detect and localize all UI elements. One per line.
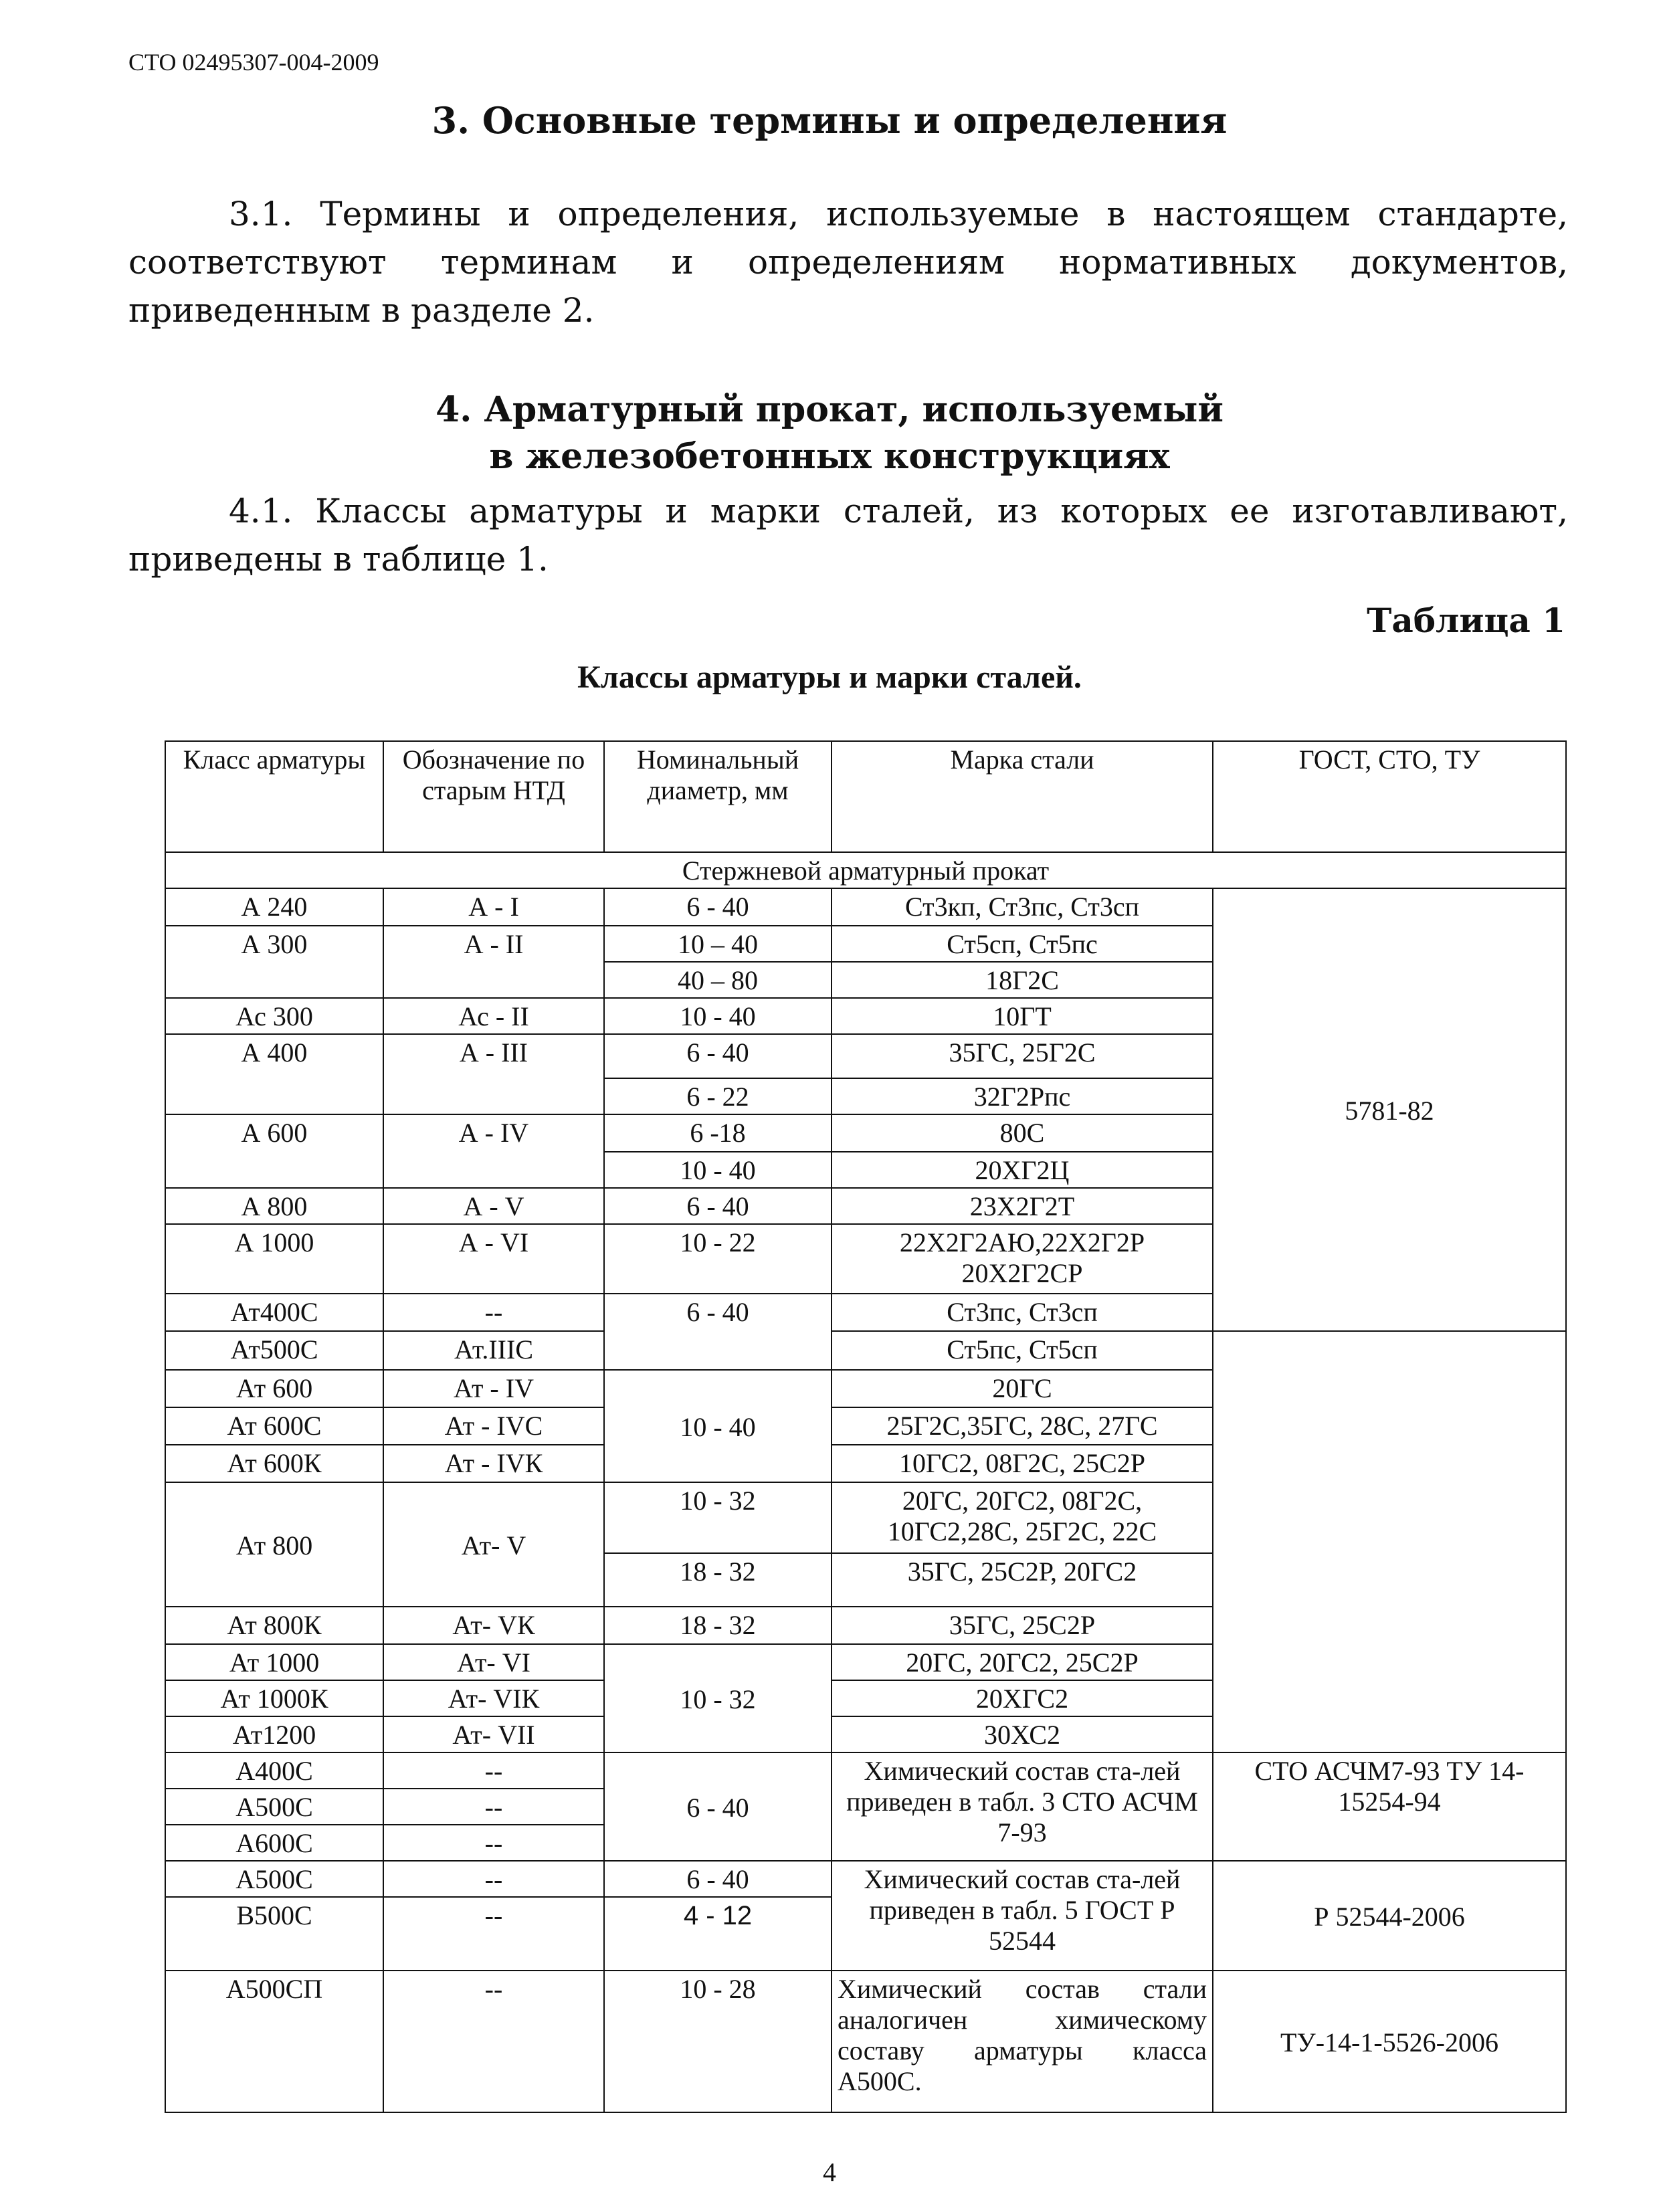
- table-cell: СТО АСЧМ7-93 ТУ 14-15254-94: [1213, 1752, 1566, 1861]
- table-cell: Ат- VК: [383, 1607, 604, 1644]
- table-cell: 10 - 40: [604, 998, 832, 1034]
- table-cell: А - IV: [383, 1114, 604, 1188]
- table-cell: 20ХГ2Ц: [832, 1152, 1213, 1188]
- table-caption: Классы арматуры и марки сталей.: [577, 660, 1082, 695]
- table-row: [165, 1752, 1566, 1789]
- table-cell: Ст5пс, Ст5сп: [832, 1331, 1213, 1370]
- table-cell: А - I: [383, 888, 604, 926]
- table-cell: 6 - 40: [604, 1294, 832, 1370]
- table-section-row: [165, 852, 1566, 888]
- table-cell: 20ГС, 20ГС2, 25С2Р: [832, 1644, 1213, 1680]
- table-cell: 6 - 40: [604, 888, 832, 926]
- table-cell: Ат 800: [165, 1482, 383, 1607]
- table-cell: Ат 800К: [165, 1607, 383, 1644]
- table-cell: 18Г2С: [832, 962, 1213, 998]
- standard-cell: 5781-82: [1213, 888, 1566, 1331]
- table-header-row: [165, 741, 1566, 852]
- table-cell: Ат- VII: [383, 1716, 604, 1752]
- table-cell: --: [383, 1825, 604, 1861]
- table-cell: Ат 600С: [165, 1407, 383, 1445]
- table-cell: Химический состав ста-лей приведен в табл. 5 ГОСТ Р 52544: [832, 1861, 1213, 1971]
- table-cell: --: [383, 1861, 604, 1897]
- table-cell: 25Г2С,35ГС, 28С, 27ГС: [832, 1407, 1213, 1445]
- table-cell: А 800: [165, 1188, 383, 1224]
- table-cell: ТУ-14-1-5526-2006: [1213, 1971, 1566, 2112]
- table-cell: А - VI: [383, 1224, 604, 1294]
- section-4-1-text: 4.1. Классы арматуры и марки сталей, из которых ее изготавливают, приведены в таблице 1.: [128, 492, 1568, 579]
- page-number: 4: [823, 2157, 836, 2187]
- table-row: [165, 1644, 1566, 1680]
- table-cell: Ст3кп, Ст3пс, Ст3сп: [832, 888, 1213, 926]
- table-cell: Ас - II: [383, 998, 604, 1034]
- table-cell: 4 - 12: [604, 1897, 832, 1971]
- section-4-heading: 4. Арматурный прокат, используемый в железобетонных конструкциях: [435, 389, 1224, 477]
- table-cell: 20ГС: [832, 1370, 1213, 1407]
- table-cell: Ат- VI: [383, 1644, 604, 1680]
- table-cell: А - V: [383, 1188, 604, 1224]
- table-row: [165, 1607, 1566, 1644]
- table-cell: 10ГТ: [832, 998, 1213, 1034]
- table-cell: 20ХГС2: [832, 1680, 1213, 1716]
- table-cell: 6 - 40: [604, 1034, 832, 1078]
- table-cell: 10 - 28: [604, 1971, 832, 2112]
- table-row: [165, 1331, 1566, 1370]
- table-cell: --: [383, 1752, 604, 1789]
- table-cell: 18 - 32: [604, 1553, 832, 1607]
- table-cell: Ат400С: [165, 1294, 383, 1331]
- table-cell: А500С: [165, 1861, 383, 1897]
- table-cell: 35ГС, 25С2Р, 20ГС2: [832, 1553, 1213, 1607]
- table-cell: Ас 300: [165, 998, 383, 1034]
- table-cell: 18 - 32: [604, 1607, 832, 1644]
- table-cell: 6 - 40: [604, 1188, 832, 1224]
- table-cell: А500С: [165, 1789, 383, 1825]
- header-standard: ГОСТ, СТО, ТУ: [1213, 741, 1566, 852]
- table-row: [165, 1680, 1566, 1716]
- header-old-designation: Обозначение по старым НТД: [383, 741, 604, 852]
- table-cell: Ат- V: [383, 1482, 604, 1607]
- table-row: [165, 1370, 1566, 1407]
- table-cell: А 300: [165, 926, 383, 998]
- table-cell: А 240: [165, 888, 383, 926]
- table-cell: Ат - IV: [383, 1370, 604, 1407]
- table-cell: 32Г2Рпс: [832, 1078, 1213, 1114]
- table-cell: Ст5сп, Ст5пс: [832, 926, 1213, 962]
- table-cell: А 600: [165, 1114, 383, 1188]
- table-cell: --: [383, 1294, 604, 1331]
- table-cell: 6 - 40: [604, 1861, 832, 1897]
- table-cell: А 1000: [165, 1224, 383, 1294]
- table-cell: 20ГС, 20ГС2, 08Г2С, 10ГС2,28С, 25Г2С, 22С: [832, 1482, 1213, 1553]
- table-cell: Ат 1000К: [165, 1680, 383, 1716]
- table-cell: 6 -18: [604, 1114, 832, 1152]
- table-cell: Ат 600: [165, 1370, 383, 1407]
- table-cell: --: [383, 1971, 604, 2112]
- table-cell: 10 - 32: [604, 1482, 832, 1553]
- table-row: [165, 1445, 1566, 1482]
- table-row: [165, 1407, 1566, 1445]
- table-row: [165, 1716, 1566, 1752]
- table-cell: А600С: [165, 1825, 383, 1861]
- table-cell: Химический состав стали аналогичен химическому составу арматуры класса А500С.: [832, 1971, 1213, 2112]
- table-cell: Ат1200: [165, 1716, 383, 1752]
- header-steel-grade: Марка стали: [832, 741, 1213, 852]
- table-cell: Ат- VIК: [383, 1680, 604, 1716]
- table-cell: 22Х2Г2АЮ,22Х2Г2Р 20Х2Г2СР: [832, 1224, 1213, 1294]
- table-cell: 23Х2Г2Т: [832, 1188, 1213, 1224]
- table-row: [165, 1482, 1566, 1553]
- section-title: Стержневой арматурный прокат: [165, 852, 1566, 888]
- table-cell: В500С: [165, 1897, 383, 1971]
- table-cell: Ст3пс, Ст3сп: [832, 1294, 1213, 1331]
- table-cell: Ат.IIIС: [383, 1331, 604, 1370]
- table-cell: 40 – 80: [604, 962, 832, 998]
- table-cell: А - II: [383, 926, 604, 998]
- table-cell: --: [383, 1789, 604, 1825]
- table-cell: 10 - 40: [604, 1152, 832, 1188]
- document-code: СТО 02495307-004-2009: [128, 49, 379, 76]
- table-cell: Химический состав ста-лей приведен в табл. 3 СТО АСЧМ 7-93: [832, 1752, 1213, 1861]
- table-cell: 10ГС2, 08Г2С, 25С2Р: [832, 1445, 1213, 1482]
- table-cell: Ат500С: [165, 1331, 383, 1370]
- table-cell: 10 - 22: [604, 1224, 832, 1294]
- table-row: [165, 1861, 1566, 1897]
- section-3-heading: 3. Основные термины и определения: [431, 99, 1228, 142]
- section-3-1-text: 3.1. Термины и определения, используемые в настоящем стандарте, соответствуют терминам и определениям нормативных документов, приведенным в разделе 2.: [128, 195, 1568, 330]
- table-cell: 35ГС, 25С2Р: [832, 1607, 1213, 1644]
- table-cell: 10 – 40: [604, 926, 832, 962]
- table-cell: 30ХС2: [832, 1716, 1213, 1752]
- steel-classes-table: [165, 740, 1567, 2113]
- table-row: [165, 888, 1566, 926]
- table-label: Таблица 1: [1367, 601, 1565, 640]
- table-cell: 35ГС, 25Г2С: [832, 1034, 1213, 1078]
- table-cell: Р 52544-2006: [1213, 1861, 1566, 1971]
- table-cell: 10 - 32: [604, 1644, 832, 1752]
- table-cell: 6 - 40: [604, 1752, 832, 1861]
- table-cell: Ат 1000: [165, 1644, 383, 1680]
- header-class: Класс арматуры: [165, 741, 383, 852]
- table-cell: --: [383, 1897, 604, 1971]
- table-cell: Ат - IVС: [383, 1407, 604, 1445]
- table-cell: Ат 600К: [165, 1445, 383, 1482]
- table-cell: 6 - 22: [604, 1078, 832, 1114]
- table-row: [165, 1971, 1566, 2112]
- table-cell: А400С: [165, 1752, 383, 1789]
- table-cell: А - III: [383, 1034, 604, 1114]
- table-cell: Ат - IVК: [383, 1445, 604, 1482]
- table-cell: 80С: [832, 1114, 1213, 1152]
- table-cell: 10 - 40: [604, 1370, 832, 1482]
- table-cell: А 400: [165, 1034, 383, 1114]
- table-cell: А500СП: [165, 1971, 383, 2112]
- header-diameter: Номинальный диаметр, мм: [604, 741, 832, 852]
